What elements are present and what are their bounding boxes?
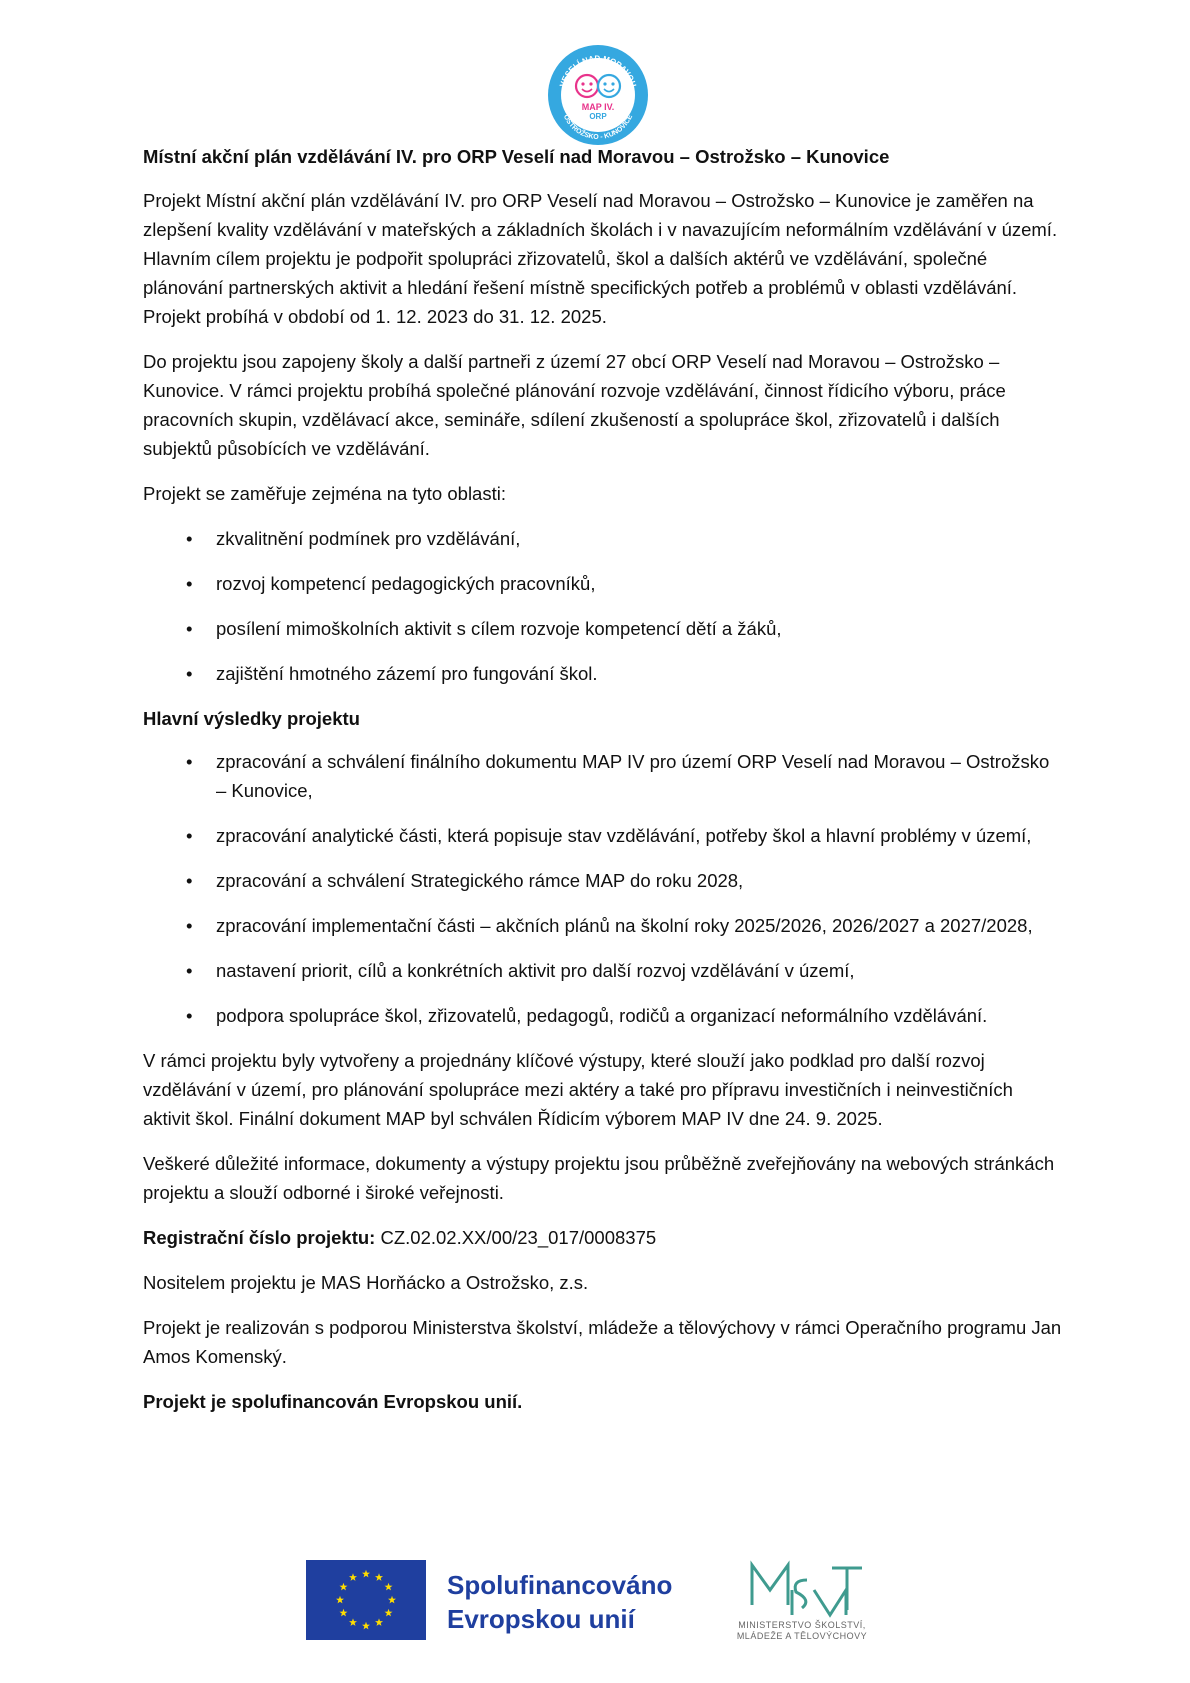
bullet-icon: • (186, 528, 193, 549)
list-item: • posílení mimoškolních aktivit s cílem rozvoje kompetencí dětí a žáků, (143, 614, 1063, 643)
svg-text:VESELÍ NAD MORAVOU: VESELÍ NAD MORAVOU (558, 53, 638, 89)
list-item: • zpracování a schválení Strategického rámce MAP do roku 2028, (143, 866, 1063, 895)
outputs-paragraph: V rámci projektu byly vytvořeny a projednány klíčové výstupy, které slouží jako podklad pro další rozvoj vzdělávání v území, pro plánování spolupráce mezi aktéry a také pro přípravu investičních i neinvestičních aktivit škol. Finální dokument MAP byl schválen Řídicím výborem MAP IV dne 24. 9. 2025. (143, 1050, 1013, 1129)
eu-text-line2: Evropskou unií (447, 1604, 635, 1634)
msmt-line1: MINISTERSTVO ŠKOLSTVÍ, (738, 1620, 866, 1630)
document-body (143, 142, 1063, 1432)
svg-text:OSTROŽSKO - KUNOVICE: OSTROŽSKO - KUNOVICE (561, 113, 635, 142)
svg-text:ORP: ORP (589, 112, 607, 121)
registration-value: CZ.02.02.XX/00/23_017/0008375 (375, 1227, 657, 1248)
eu-text-line1: Spolufinancováno (447, 1570, 673, 1600)
participants-paragraph: Do projektu jsou zapojeny školy a další partneři z území 27 obcí ORP Veselí nad Moravou – Ostrožsko – Kunovice. V rámci projektu probíhá společné plánování rozvoje vzdělávání, činnost řídicího výboru, práce pracovních skupin, vzdělávací akce, semináře, sdílení zkušeností a spolupráce škol, zřizovatelů i dalších subjektů působících ve vzdělávání. (143, 351, 1006, 459)
msmt-line2: MLÁDEŽE A TĚLOVÝCHOVY (736, 1631, 868, 1641)
bullet-icon: • (186, 751, 193, 772)
bullet-icon: • (186, 870, 193, 891)
msmt-caption (712, 1620, 892, 1642)
results-list (143, 747, 1063, 1030)
document-title: Místní akční plán vzdělávání IV. pro ORP Veselí nad Moravou – Ostrožsko – Kunovice (143, 146, 890, 167)
list-item: • podpora spolupráce škol, zřizovatelů, pedagogů, rodičů a organizací neformálního vzdělávání. (143, 1001, 1063, 1030)
bullet-icon: • (186, 663, 193, 684)
bullet-icon: • (186, 573, 193, 594)
project-bearer: Nositelem projektu je MAS Horňácko a Ostrožsko, z.s. (143, 1272, 589, 1293)
bullet-icon: • (186, 618, 193, 639)
support-paragraph: Projekt je realizován s podporou Ministerstva školství, mládeže a tělovýchovy v rámci Operačního programu Jan Amos Komenský. (143, 1317, 1062, 1367)
list-item: • nastavení priorit, cílů a konkrétních aktivit pro další rozvoj vzdělávání v území, (143, 956, 1063, 985)
eu-flag-icon (306, 1560, 426, 1640)
svg-text:MAP IV.: MAP IV. (581, 102, 615, 112)
eu-cofinanced-text (447, 1568, 672, 1636)
bullet-icon: • (186, 825, 193, 846)
results-heading: Hlavní výsledky projektu (143, 708, 360, 729)
registration-number (143, 1223, 1063, 1252)
list-item: • zpracování analytické části, která popisuje stav vzdělávání, potřeby škol a hlavní problémy v území, (143, 821, 1063, 850)
focus-list (143, 524, 1063, 688)
footer-logos (0, 1560, 1190, 1660)
list-item: • zpracování a schválení finálního dokumentu MAP IV pro území ORP Veselí nad Moravou – Ostrožsko – Kunovice, (143, 747, 1063, 805)
list-item: • zajištění hmotného zázemí pro fungování škol. (143, 659, 1063, 688)
registration-label: Registrační číslo projektu: (143, 1227, 376, 1248)
web-info-paragraph: Veškeré důležité informace, dokumenty a výstupy projektu jsou průběžně zveřejňovány na webových stránkách projektu a slouží odborné i široké veřejnosti. (143, 1153, 1055, 1203)
bullet-icon: • (186, 1005, 193, 1026)
list-item: • rozvoj kompetencí pedagogických pracovníků, (143, 569, 1063, 598)
bullet-icon: • (186, 960, 193, 981)
map-iv-logo (547, 44, 649, 146)
intro-paragraph: Projekt Místní akční plán vzdělávání IV. pro ORP Veselí nad Moravou – Ostrožsko – Kunovice je zaměřen na zlepšení kvality vzdělávání v mateřských a základních školách i v navazujícím neformálním vzdělávání v území. Hlavním cílem projektu je podpořit spolupráci zřizovatelů, škol a dalších aktérů ve vzdělávání, společné plánování partnerských aktivit a hledání řešení místně specifických potřeb a problémů v oblasti vzdělávání. Projekt probíhá v období od 1. 12. 2023 do 31. 12. 2025. (143, 190, 1058, 327)
focus-intro: Projekt se zaměřuje zejména na tyto oblasti: (143, 483, 506, 504)
cofinanced-statement: Projekt je spolufinancován Evropskou unií. (143, 1391, 523, 1412)
list-item: • zpracování implementační části – akčních plánů na školní roky 2025/2026, 2026/2027 a 2027/2028, (143, 911, 1063, 940)
list-item: • zkvalitnění podmínek pro vzdělávání, (143, 524, 1063, 553)
bullet-icon: • (186, 915, 193, 936)
